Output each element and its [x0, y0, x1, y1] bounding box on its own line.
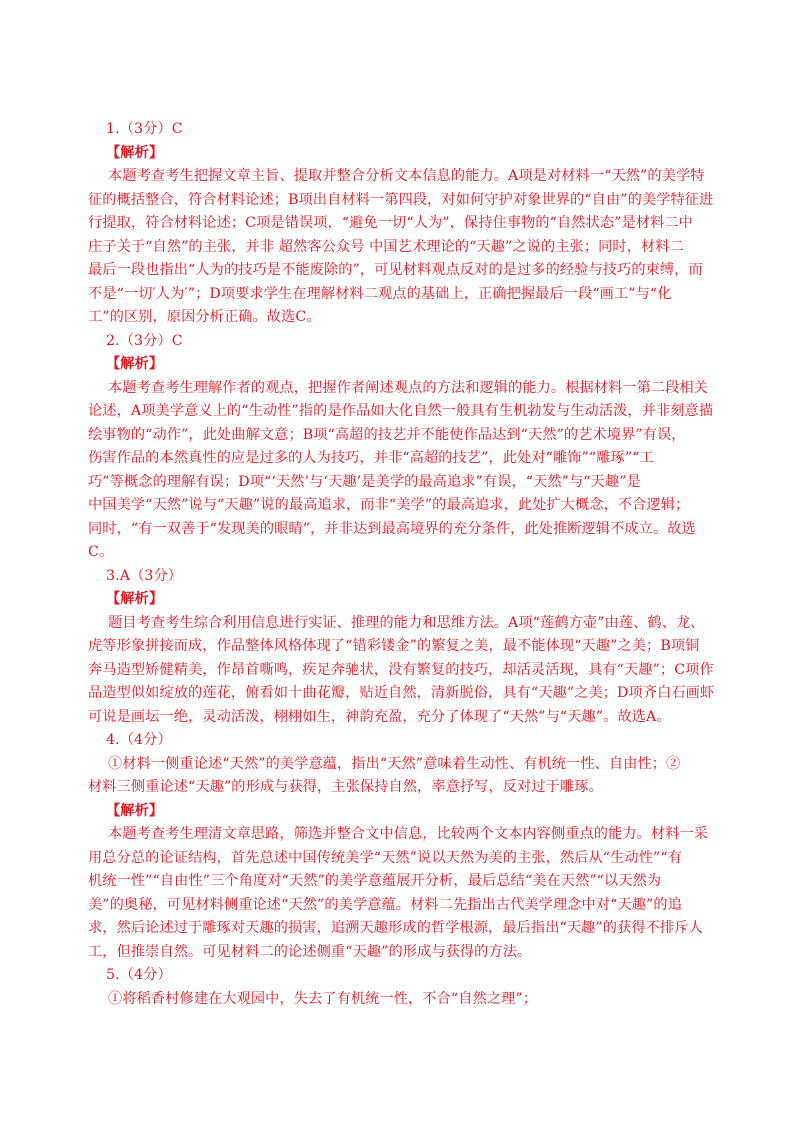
paragraph-line: 美”的奥秘，可见材料侧重论述“天然”的美学意蕴。材料二先指出古代美学理念中对“天趣”的追 — [88, 896, 682, 913]
analysis-paragraph — [88, 823, 724, 964]
question-number: 5.（4分） — [106, 967, 172, 983]
analysis-tag: 【解析】 — [106, 144, 164, 161]
paragraph-line: 庄子关于“自然”的主张，并非 超然客公众号 中国艺术理论的“天趣”之说的主张；同时，材料二 — [88, 238, 684, 255]
paragraph-line: 机统一性”“自由性”三个角度对“天然”的美学意蕴展开分析，最后总结“美在天然”“以天然为 — [88, 873, 662, 889]
paragraph-line: 工”的区别，原因分析正确。故选C。 — [88, 309, 321, 325]
paragraph-line: 征的概括整合，符合材料论述；B项出自材料一第四段，对如何守护对象世界的“自由”的美学特征进 — [88, 191, 714, 208]
analysis-paragraph — [88, 988, 724, 1012]
paragraph-line: 求，然后论述过于雕琢对天趣的损害，追溯天趣形成的哲学根源，最后指出“天趣”的获得不排斥人 — [88, 920, 703, 936]
analysis-paragraph — [88, 377, 724, 565]
paragraph-line: 本题考查考生把握文章主旨、提取并整合分析文本信息的能力。A项是对材料一“天然”的美学特 — [108, 168, 705, 184]
paragraph-line: 巧”等概念的理解有误；D项“‘天然’与‘天趣’是美学的最高追求”有误，“天然”与“天趣”是 — [88, 473, 641, 490]
paragraph-line: ①将稻香村修建在大观园中，失去了有机统一性，不合“自然之理”； — [108, 990, 538, 1007]
paragraph-line: 同时，“有一双善于“发现美的眼睛”，并非达到最高境界的充分条件，此处推断逻辑不成立。故选 — [88, 520, 696, 537]
analysis-paragraph — [88, 165, 724, 330]
paragraph-line: 题目考查考生综合利用信息进行实证、推理的能力和思维方法。A项“莲鹤方壶”由莲、鹤、龙、 — [108, 614, 705, 631]
paragraph-line: 绘事物的“动作”，此处曲解文意；B项“高超的技艺并不能使作品达到“天然”的艺术境界”有误， — [88, 426, 686, 443]
analysis-paragraph — [88, 612, 724, 730]
question-number: 2.（3分）C — [106, 332, 183, 349]
paragraph-line: C。 — [88, 544, 114, 560]
analysis-tag: 【解析】 — [106, 802, 164, 819]
paragraph-line: 工，但推崇自然。可见材料二的论述侧重“天趣”的形成与获得的方法。 — [88, 943, 532, 960]
paragraph-line: 本题考查考生理解作者的观点，把握作者阐述观点的方法和逻辑的能力。根据材料一第二段相关 — [108, 379, 709, 396]
paragraph-line: 奔马造型矫健精美，作昂首嘶鸣，疾足奔驰状，没有繁复的技巧，却活灵活现，具有“天趣”；C项作 — [88, 661, 714, 678]
paragraph-line: 用总分总的论证结构，首先总述中国传统美学“天然”说以天然为美的主张，然后从“生动性”“有 — [88, 849, 682, 866]
question-number: 1.（3分）C — [106, 121, 183, 137]
analysis-paragraph — [88, 753, 724, 800]
paragraph-line: 可说是画坛一绝，灵动活泼，栩栩如生，神韵充盈，充分了体现了“天然”与“天趣”。故选A。 — [88, 708, 671, 725]
paragraph-line: 材料三侧重论述“天趣”的形成与获得，主张保持自然，率意抒写，反对过于雕琢。 — [88, 779, 603, 795]
analysis-tag: 【解析】 — [106, 356, 164, 372]
question-number: 4.（4分） — [106, 732, 172, 748]
paragraph-line: 中国美学“天然”说与“天趣”说的最高追求，而非“美学”的最高追求，此处扩大概念，不合逻辑； — [88, 497, 690, 513]
analysis-tag: 【解析】 — [106, 591, 164, 607]
paragraph-line: 虎等形象拼接而成，作品整体风格体现了“错彩镂金”的繁复之美，最不能体现“天趣”之美；B项铜 — [88, 638, 700, 654]
paragraph-line: 品造型似如绽放的莲花，俯看如十曲花瓣，贴近自然，清新脱俗，具有“天趣”之美；D项齐白石画虾 — [88, 685, 715, 701]
paragraph-line: 论述，A项美学意义上的“生动性”指的是作品如大化自然一般具有生机勃发与生动活泼，并非刻意描 — [88, 403, 714, 419]
question-number: 3.A（3分） — [106, 567, 183, 584]
paragraph-line: 最后一段也指出“人为的技巧是不能废除的”，可见材料观点反对的是过多的经验与技巧的束缚，而 — [88, 262, 703, 278]
paragraph-line: 行提取，符合材料论述；C项是错误项，“避免一切“人为”，保持住事物的“自然状态”是材料二中 — [88, 215, 693, 231]
answer-analysis-content — [88, 118, 724, 1011]
paragraph-line: 不是“一切′人为′”；D项要求学生在理解材料二观点的基础上，正确把握最后一段“画工”与“化 — [88, 285, 672, 302]
paragraph-line: ①材料一侧重论述“天然”的美学意蕴，指出“天然”意味着生动性、有机统一性、自由性；② — [108, 755, 681, 772]
paragraph-line: 本题考查考生理清文章思路，筛选并整合文中信息，比较两个文本内容侧重点的能力。材料一采 — [108, 826, 709, 842]
paragraph-line: 伤害作品的本然真性的应是过多的人为技巧，并非“高超的技艺”，此处对“雕饰”“雕琢”“工 — [88, 450, 654, 466]
